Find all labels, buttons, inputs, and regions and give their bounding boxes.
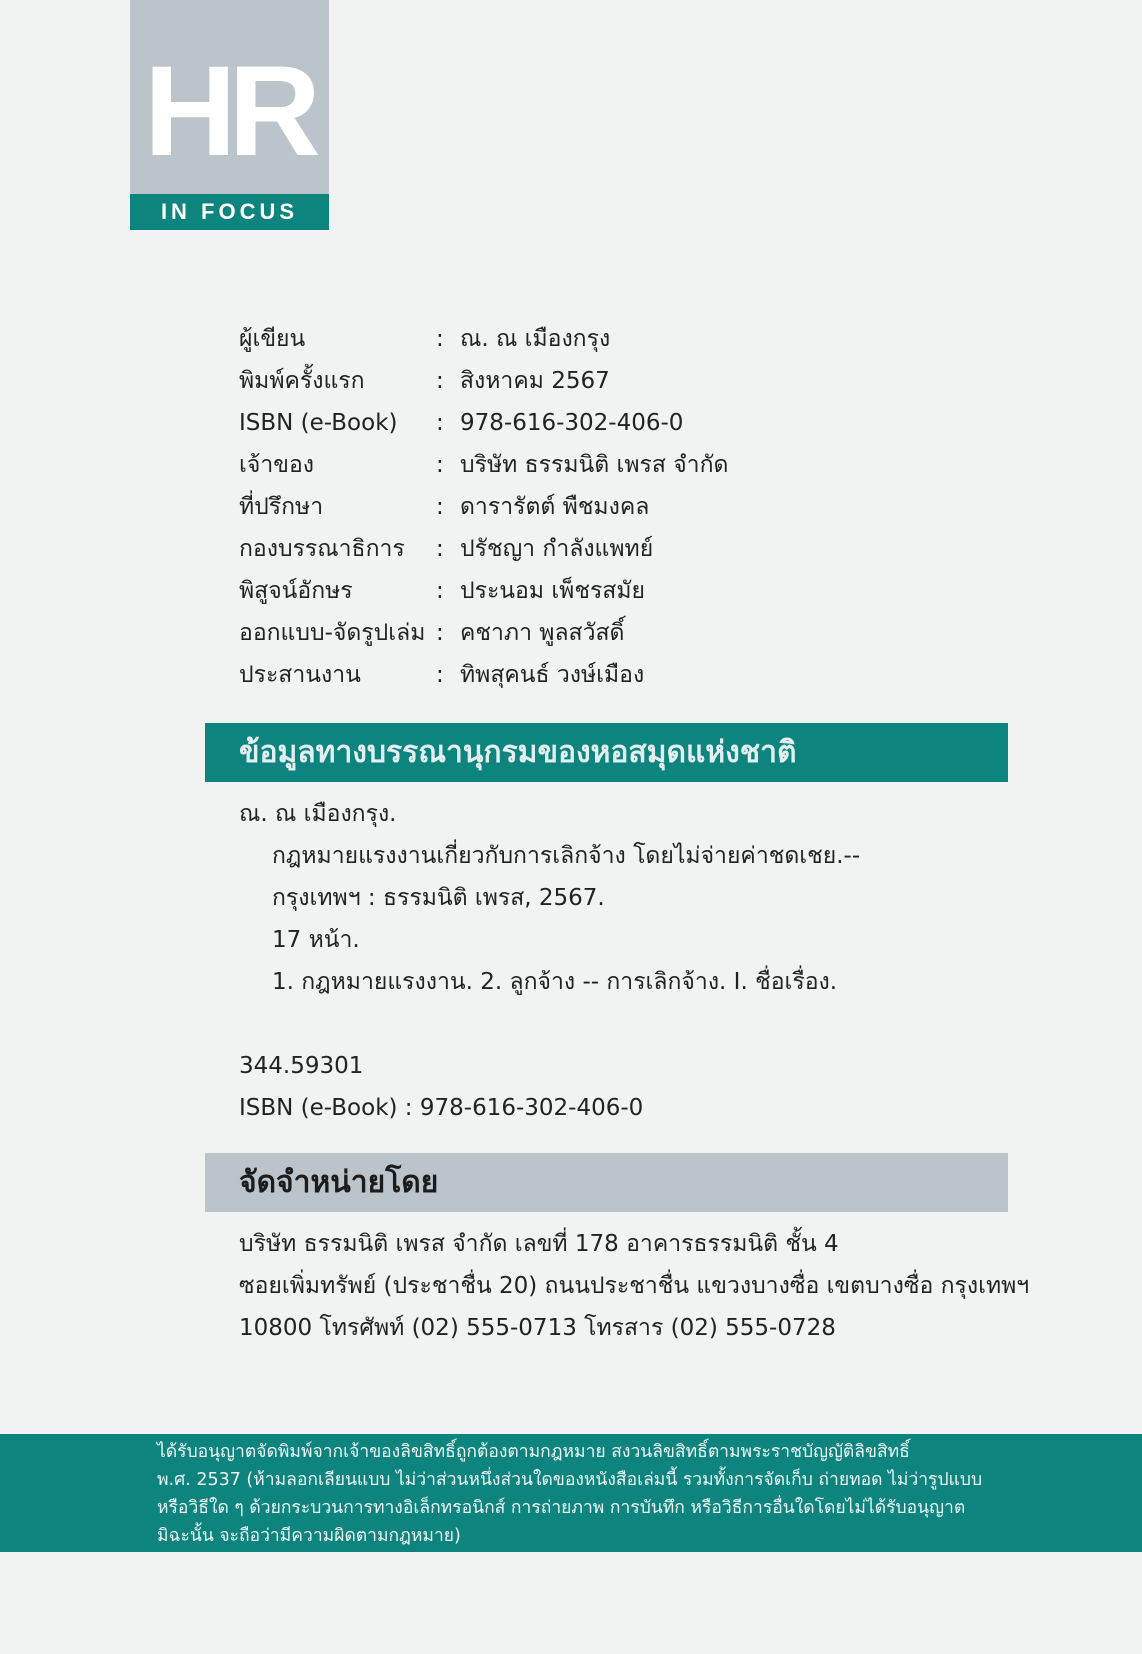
copyright-line: มิฉะนั้น จะถือว่ามีความผิดตามกฎหมาย) [157, 1526, 461, 1546]
info-colon: : [436, 326, 444, 352]
hr-in-focus-logo [130, 0, 329, 230]
info-value: คชาภา พูลสวัสดิ์ [460, 620, 625, 646]
logo-mark [130, 0, 329, 194]
info-label: ออกแบบ-จัดรูปเล่ม [239, 620, 426, 646]
logo-tagline: IN FOCUS [130, 194, 329, 230]
info-label: ISBN (e-Book) [239, 410, 398, 436]
info-value: ณ. ณ เมืองกรุง [460, 326, 611, 352]
info-value: ทิพสุคนธ์ วงษ์เมือง [460, 662, 645, 688]
info-label: พิสูจน์อักษร [239, 578, 353, 604]
catalog-isbn: ISBN (e-Book) : 978-616-302-406-0 [239, 1095, 644, 1121]
info-row-owner [239, 444, 1039, 486]
info-colon: : [436, 662, 444, 688]
distribution-address [239, 1223, 1139, 1349]
info-value: สิงหาคม 2567 [460, 368, 610, 394]
catalog-classification: 344.59301 [239, 1053, 364, 1079]
info-label: พิมพ์ครั้งแรก [239, 368, 365, 394]
copyright-notice [0, 1434, 1142, 1552]
distribution-heading: จัดจำหน่ายโดย [205, 1153, 1008, 1212]
info-colon: : [436, 452, 444, 478]
distribution-line: บริษัท ธรรมนิติ เพรส จำกัด เลขที่ 178 อาคารธรรมนิติ ชั้น 4 [239, 1231, 839, 1257]
catalog-author: ณ. ณ เมืองกรุง. [239, 801, 397, 827]
catalog-heading: ข้อมูลทางบรรณานุกรมของหอสมุดแห่งชาติ [205, 723, 1008, 782]
info-label: เจ้าของ [239, 452, 315, 478]
info-colon: : [436, 578, 444, 604]
info-label: ประสานงาน [239, 662, 361, 688]
info-row-author [239, 318, 1039, 360]
info-colon: : [436, 368, 444, 394]
info-value: บริษัท ธรรมนิติ เพรส จำกัด [460, 452, 729, 478]
info-colon: : [436, 494, 444, 520]
logo-hr-text: HR [144, 40, 313, 183]
info-value: ปรัชญา กำลังแพทย์ [460, 536, 654, 562]
book-info-list [239, 318, 1039, 696]
info-label: กองบรรณาธิการ [239, 536, 405, 562]
distribution-line: 10800 โทรศัพท์ (02) 555-0713 โทรสาร (02) 555-0728 [239, 1315, 836, 1341]
info-row-editorial [239, 528, 1039, 570]
info-label: ที่ปรึกษา [239, 494, 324, 520]
info-colon: : [436, 620, 444, 646]
info-row-first-print [239, 360, 1039, 402]
info-row-coordination [239, 654, 1039, 696]
info-value: ดารารัตต์ พืชมงคล [460, 494, 650, 520]
copyright-line: ได้รับอนุญาตจัดพิมพ์จากเจ้าของลิขสิทธิ์ถูกต้องตามกฎหมาย สงวนลิขสิทธิ์ตามพระราชบัญญัติลิขสิทธิ์ [157, 1442, 910, 1462]
info-colon: : [436, 410, 444, 436]
catalog-entry [239, 793, 1119, 1129]
catalog-title: กฎหมายแรงงานเกี่ยวกับการเลิกจ้าง โดยไม่จ่ายค่าชดเชย.-- [272, 843, 861, 869]
info-row-design [239, 612, 1039, 654]
catalog-pages: 17 หน้า. [272, 927, 360, 953]
info-value: 978-616-302-406-0 [460, 410, 684, 436]
info-label: ผู้เขียน [239, 326, 306, 352]
info-row-advisor [239, 486, 1039, 528]
catalog-subjects: 1. กฎหมายแรงงาน. 2. ลูกจ้าง -- การเลิกจ้าง. I. ชื่อเรื่อง. [272, 969, 838, 995]
info-colon: : [436, 536, 444, 562]
spacer [239, 1003, 1119, 1045]
info-row-isbn [239, 402, 1039, 444]
catalog-publisher: กรุงเทพฯ : ธรรมนิติ เพรส, 2567. [272, 885, 605, 911]
info-value: ประนอม เพ็ชรสมัย [460, 578, 645, 604]
info-row-proofreading [239, 570, 1039, 612]
copyright-line: พ.ศ. 2537 (ห้ามลอกเลียนแบบ ไม่ว่าส่วนหนึ่งส่วนใดของหนังสือเล่มนี้ รวมทั้งการจัดเก็บ ถ่ายทอด ไม่ว่ารูปแบบ [157, 1470, 983, 1490]
copyright-line: หรือวิธีใด ๆ ด้วยกระบวนการทางอิเล็กทรอนิกส์ การถ่ายภาพ การบันทึก หรือวิธีการอื่นใดโดยไม่ได้รับอนุญาต [157, 1498, 966, 1518]
distribution-line: ซอยเพิ่มทรัพย์ (ประชาชื่น 20) ถนนประชาชื่น แขวงบางซื่อ เขตบางซื่อ กรุงเทพฯ [239, 1273, 1030, 1299]
